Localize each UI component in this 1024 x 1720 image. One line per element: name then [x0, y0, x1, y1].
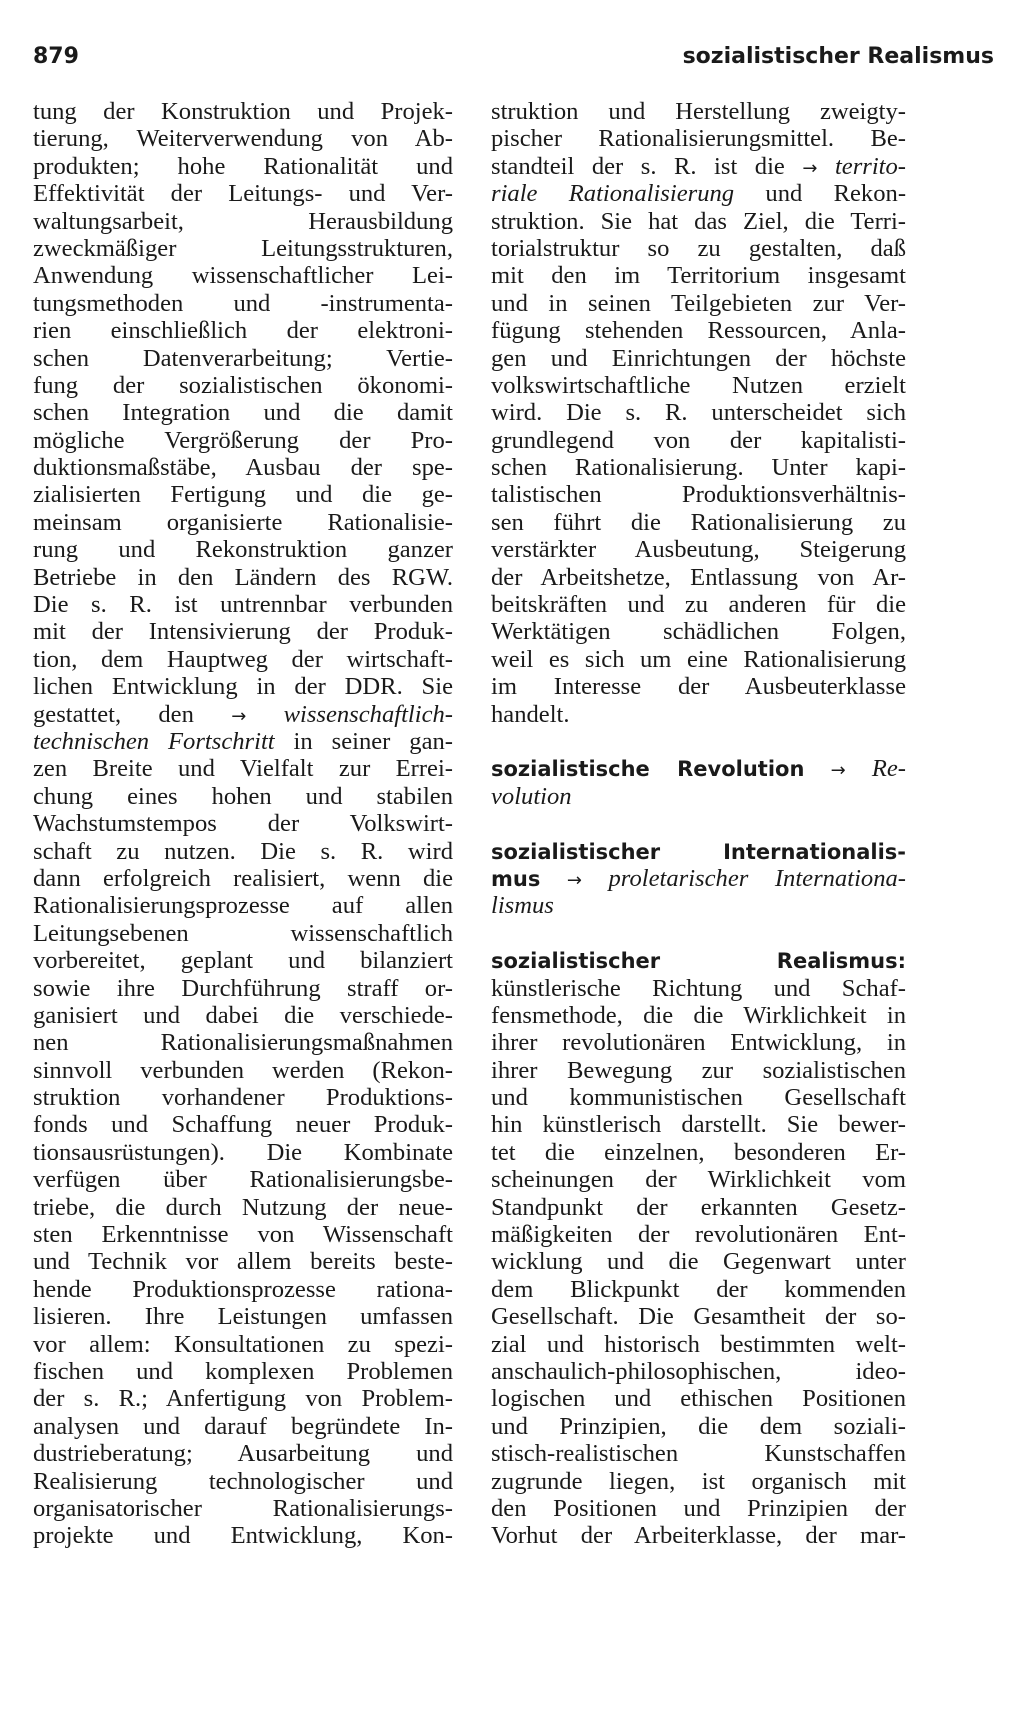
text-line: wird. Die s. R. unterscheidet sich [491, 399, 906, 427]
text-line: und in seinen Teilgebieten zur Ver- [491, 289, 906, 317]
text-line: tung der Konstruktion und Projek- [33, 98, 453, 125]
cross-reference-link[interactable]: wissenschaftlich- [283, 700, 453, 728]
text-fragment: in seiner gan- [274, 727, 453, 755]
entry-heading [491, 947, 906, 974]
text-line-with-reference [491, 153, 906, 180]
text-fragment: gestattet, den [33, 700, 194, 728]
cross-reference-link[interactable]: Re- [871, 755, 906, 783]
text-line: anschaulich-philosophischen, ideo- [491, 1357, 906, 1385]
text-line: Vorhut der Arbeiterklasse, der mar- [491, 1522, 906, 1550]
text-line [491, 865, 906, 892]
text-line: torialstruktur so zu gestalten, daß [491, 234, 906, 262]
text-line: tion, dem Hauptweg der wirtschaft- [33, 645, 453, 673]
text-fragment: standteil der s. R. ist die [491, 152, 785, 180]
text-line: der Arbeitshetze, Entlassung von Ar- [491, 563, 906, 591]
cross-reference-link[interactable]: technischen Fortschritt [33, 727, 275, 755]
text-line: struktion und Herstellung zweigty- [491, 98, 906, 125]
text-line: schen Rationalisierung. Unter kapi- [491, 454, 906, 482]
text-line: lichen Entwicklung in der DDR. Sie [33, 673, 453, 701]
text-line: tet die einzelnen, besonderen Er- [491, 1138, 906, 1166]
text-line: wicklung und die Gegenwart unter [491, 1248, 906, 1276]
text-line-with-reference [33, 701, 453, 728]
text-line: gen und Einrichtungen der höchste [491, 344, 906, 372]
text-line: beitskräften und zu anderen für die [491, 591, 906, 619]
cross-reference-link[interactable]: volution [491, 782, 572, 810]
text-line: meinsam organisierte Rationalisie- [33, 508, 453, 536]
cross-reference-arrow-icon: → [231, 705, 247, 727]
text-line: produkten; hohe Rationalität und [33, 152, 453, 180]
text-line: Rationalisierungsprozesse auf allen [33, 892, 453, 920]
text-line: vor allem: Konsultationen zu spezi- [33, 1330, 453, 1358]
text-line: triebe, die durch Nutzung der neue- [33, 1193, 453, 1221]
text-line-with-reference [33, 728, 453, 755]
text-line: grundlegend von der kapitalisti- [491, 426, 906, 454]
text-line: zweckmäßiger Leitungsstrukturen, [33, 234, 453, 262]
running-head: sozialistischer Realismus [682, 44, 994, 69]
text-line: sen führt die Rationalisierung zu [491, 508, 906, 536]
text-line: schen Datenverarbeitung; Vertie- [33, 344, 453, 372]
text-line: Standpunkt der erkannten Gesetz- [491, 1193, 906, 1221]
cross-reference-arrow-icon: → [802, 157, 818, 179]
cross-reference-link[interactable]: riale Rationalisierung [491, 180, 735, 208]
text-line: vorbereitet, geplant und bilanziert [33, 947, 453, 975]
text-line: lisieren. Ihre Leistungen umfassen [33, 1303, 453, 1331]
left-column [33, 98, 453, 1550]
text-line: dustrieberatung; Ausarbeitung und [33, 1440, 453, 1468]
text-line: ganisiert und dabei die verschiede- [33, 1001, 453, 1029]
text-line: Anwendung wissenschaftlicher Lei- [33, 262, 453, 290]
text-line: sten Erkenntnisse von Wissenschaft [33, 1221, 453, 1249]
text-line: hende Produktionsprozesse rationa- [33, 1275, 453, 1303]
text-line: struktion vorhandener Produktions- [33, 1084, 453, 1112]
text-line [491, 892, 906, 919]
entry-gap [491, 920, 906, 947]
text-line: mit der Intensivierung der Produk- [33, 618, 453, 646]
text-line: waltungsarbeit, Herausbildung [33, 207, 453, 235]
text-line: schen Integration und die damit [33, 399, 453, 427]
text-line: ihrer revolutionären Entwicklung, in [491, 1029, 906, 1057]
text-line: tionsausrüstungen). Die Kombinate [33, 1138, 453, 1166]
text-line: mögliche Vergrößerung der Pro- [33, 426, 453, 454]
text-line: ihrer Bewegung zur sozialistischen [491, 1056, 906, 1084]
text-line: dann erfolgreich realisiert, wenn die [33, 864, 453, 892]
text-line: projekte und Entwicklung, Kon- [33, 1522, 453, 1550]
text-line: zugrunde liegen, ist organisch mit [491, 1467, 906, 1495]
text-line: chung eines hohen und stabilen [33, 782, 453, 810]
text-line: organisatorischer Rationalisierungs- [33, 1494, 453, 1522]
cross-reference-link[interactable]: territo- [834, 152, 906, 180]
text-line: hin künstlerisch darstellt. Sie bewer- [491, 1111, 906, 1139]
text-line [491, 783, 906, 810]
text-line: verfügen über Rationalisierungsbe- [33, 1166, 453, 1194]
text-line: rien einschließlich der elektroni- [33, 317, 453, 345]
entry-headword: sozialistischer Internationalis- [491, 839, 906, 864]
text-line: sowie ihre Durchführung straff or- [33, 974, 453, 1002]
text-line: nen Rationalisierungsmaßnahmen [33, 1029, 453, 1057]
text-line: tungsmethoden und -instrumenta- [33, 289, 453, 317]
text-line: handelt. [491, 700, 570, 728]
text-line: im Interesse der Ausbeuterklasse [491, 673, 906, 701]
text-line: volkswirtschaftliche Nutzen erzielt [491, 371, 906, 399]
text-line: sinnvoll verbunden werden (Rekon- [33, 1056, 453, 1084]
right-column [491, 98, 906, 1550]
text-line: mäßigkeiten der revolutionären Ent- [491, 1221, 906, 1249]
entry-heading [491, 838, 906, 865]
entry-headword: mus [491, 866, 541, 891]
page-header [33, 44, 994, 78]
text-line: Leitungsebenen wissenschaftlich [33, 919, 453, 947]
text-line: analysen und darauf begründete In- [33, 1412, 453, 1440]
text-line: Realisierung technologischer und [33, 1467, 453, 1495]
text-line: struktion. Sie hat das Ziel, die Terri- [491, 207, 906, 235]
text-line: Gesellschaft. Die Gesamtheit der so- [491, 1303, 906, 1331]
cross-reference-link[interactable]: lismus [491, 892, 554, 920]
entry-gap [491, 728, 906, 755]
text-line: und Prinzipien, die dem soziali- [491, 1412, 906, 1440]
text-line: talistischen Produktionsverhältnis- [491, 481, 906, 509]
cross-reference-link[interactable]: proletarischer Internationa- [608, 864, 906, 892]
text-line: fonds und Schaffung neuer Produk- [33, 1111, 453, 1139]
text-line: künstlerische Richtung und Schaf- [491, 974, 906, 1002]
text-line: logischen und ethischen Positionen [491, 1385, 906, 1413]
text-line: der s. R.; Anfertigung von Problem- [33, 1385, 453, 1413]
text-line: mit den im Territorium insgesamt [491, 262, 906, 290]
text-line: verstärkter Ausbeutung, Steigerung [491, 536, 906, 564]
text-line: fügung stehenden Ressourcen, Anla- [491, 317, 906, 345]
text-line-with-reference [491, 180, 906, 207]
text-line: scheinungen der Wirklichkeit vom [491, 1166, 906, 1194]
cross-reference-arrow-icon: → [830, 760, 846, 782]
text-line: zialisierten Fertigung und die ge- [33, 481, 453, 509]
text-line: schaft zu nutzen. Die s. R. wird [33, 837, 453, 865]
text-line: Werktätigen schädlichen Folgen, [491, 618, 906, 646]
text-line: duktionsmaßstäbe, Ausbau der spe- [33, 454, 453, 482]
text-line: und Technik vor allem bereits beste- [33, 1248, 453, 1276]
text-line: fung der sozialistischen ökonomi- [33, 371, 453, 399]
page-number: 879 [33, 44, 79, 69]
text-line: pischer Rationalisierungsmittel. Be- [491, 125, 906, 153]
text-line: tierung, Weiterverwendung von Ab- [33, 125, 453, 153]
entry-heading [491, 755, 906, 782]
cross-reference-arrow-icon: → [566, 869, 582, 891]
text-fragment: und Rekon- [734, 180, 907, 208]
text-line: fensmethode, die die Wirklichkeit in [491, 1001, 906, 1029]
text-line: Betriebe in den Ländern des RGW. [33, 563, 453, 591]
text-line: fischen und komplexen Problemen [33, 1357, 453, 1385]
text-line: weil es sich um eine Rationalisierung [491, 645, 906, 673]
text-line: Die s. R. ist untrennbar verbunden [33, 591, 453, 619]
text-line: rung und Rekonstruktion ganzer [33, 536, 453, 564]
text-line: zen Breite und Vielfalt zur Errei- [33, 755, 453, 783]
text-line: stisch-realistischen Kunstschaffen [491, 1440, 906, 1468]
text-line: Wachstumstempos der Volkswirt- [33, 810, 453, 838]
entry-gap [491, 810, 906, 837]
text-line: und kommunistischen Gesellschaft [491, 1084, 906, 1112]
entry-headword: sozialistische Revolution [491, 757, 805, 782]
text-line: den Positionen und Prinzipien der [491, 1494, 906, 1522]
text-line: Effektivität der Leitungs- und Ver- [33, 180, 453, 208]
text-line: zial und historisch bestimmten welt- [491, 1330, 906, 1358]
entry-headword: sozialistischer Realismus: [491, 949, 906, 974]
text-line: dem Blickpunkt der kommenden [491, 1275, 906, 1303]
